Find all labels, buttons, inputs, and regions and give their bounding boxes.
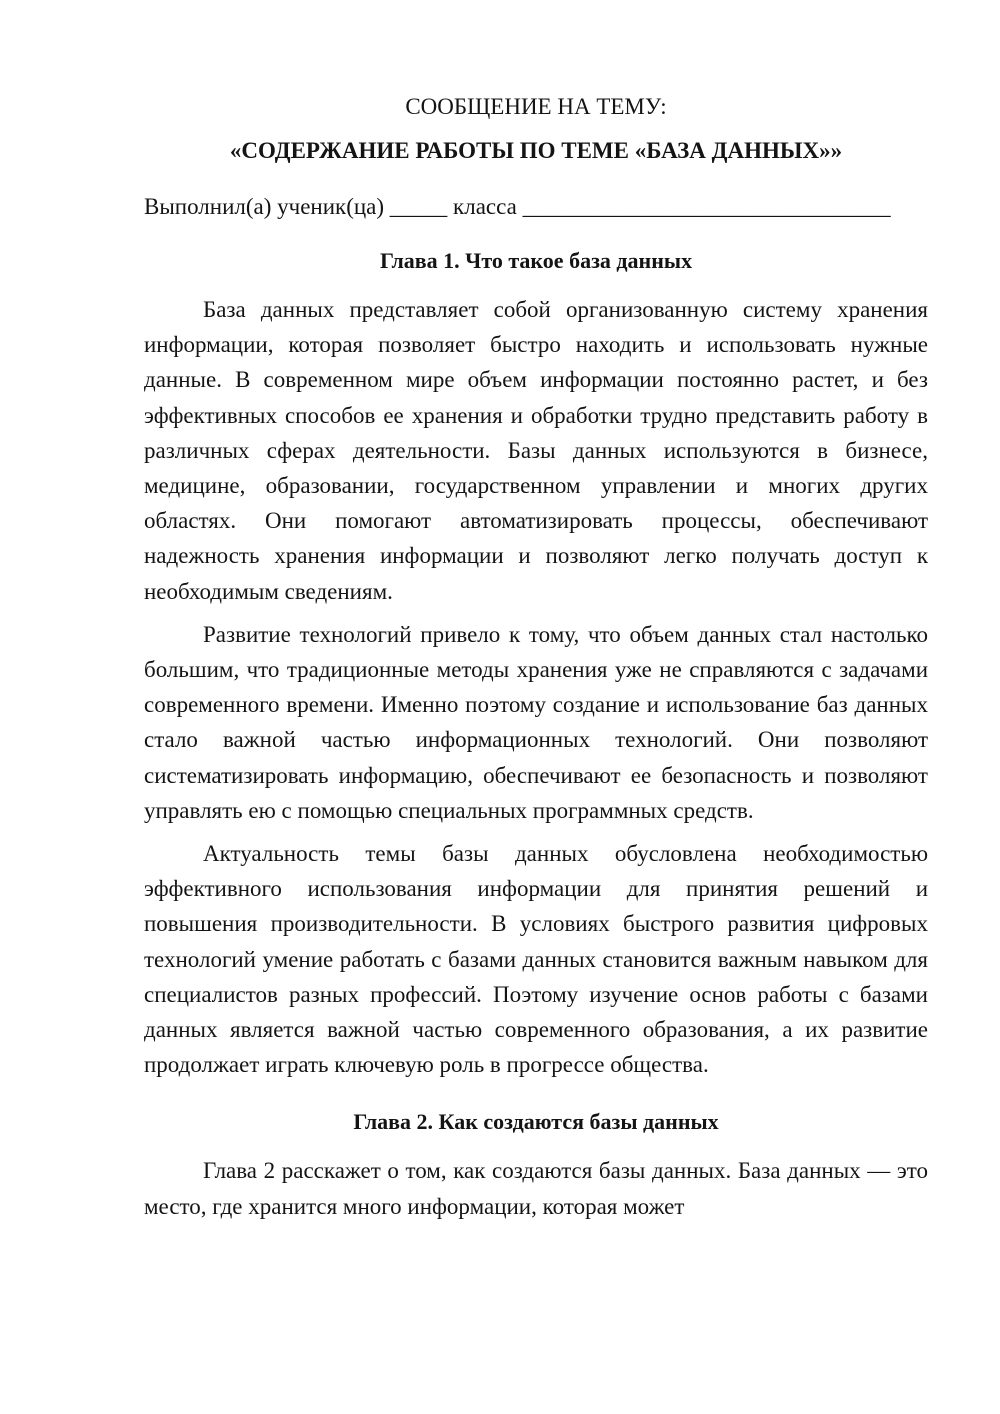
chapter-1-paragraph-2: Развитие технологий привело к тому, что объем данных стал настолько большим, что традиционные методы хранения уже не справляются с задачами современного времени. Именно поэтому создание и использование баз данных стало важной частью информационных технологий. Они позволяют систематизировать информацию, обеспечивают ее безопасность и позволяют управлять ею с помощью специальных программных средств. — [144, 621, 928, 823]
chapter-2-heading: Глава 2. Как создаются базы данных — [353, 1109, 719, 1135]
author-byline: Выполнил(а) ученик(ца) _____ класса ________________________________ — [144, 194, 891, 219]
document-title: СООБЩЕНИЕ НА ТЕМУ: — [405, 94, 667, 119]
document-subtitle: «СОДЕРЖАНИЕ РАБОТЫ ПО ТЕМЕ «БАЗА ДАННЫХ»» — [229, 138, 843, 163]
chapter-1-paragraph-1: База данных представляет собой организованную систему хранения информации, которая позволяет быстро находить и использовать нужные данные. В современном мире объем информации постоянно растет, и без эффективных способов ее хранения и обработки трудно представить работу в различных сферах деятельности. Базы данных используются в бизнесе, медицине, образовании, государственном управлении и многих других областях. Они помогают автоматизировать процессы, обеспечивают надежность хранения информации и позволяют легко получать доступ к необходимым сведениям. — [144, 297, 928, 604]
document-page — [144, 90, 928, 1224]
chapter-1-paragraph-3: Актуальность темы базы данных обусловлена необходимостью эффективного использования информации для принятия решений и повышения производительности. В условиях быстрого развития цифровых технологий умение работать с базами данных становится важным навыком для специалистов разных профессий. Поэтому изучение основ работы с базами данных является важной частью современного образования, а их развитие продолжает играть ключевую роль в прогрессе общества. — [144, 841, 928, 1078]
chapter-1-heading: Глава 1. Что такое база данных — [379, 248, 693, 273]
chapter-2-paragraph-1: Глава 2 расскажет о том, как создаются базы данных. База данных — это место, где хранится много информации, которая может — [144, 1158, 928, 1219]
